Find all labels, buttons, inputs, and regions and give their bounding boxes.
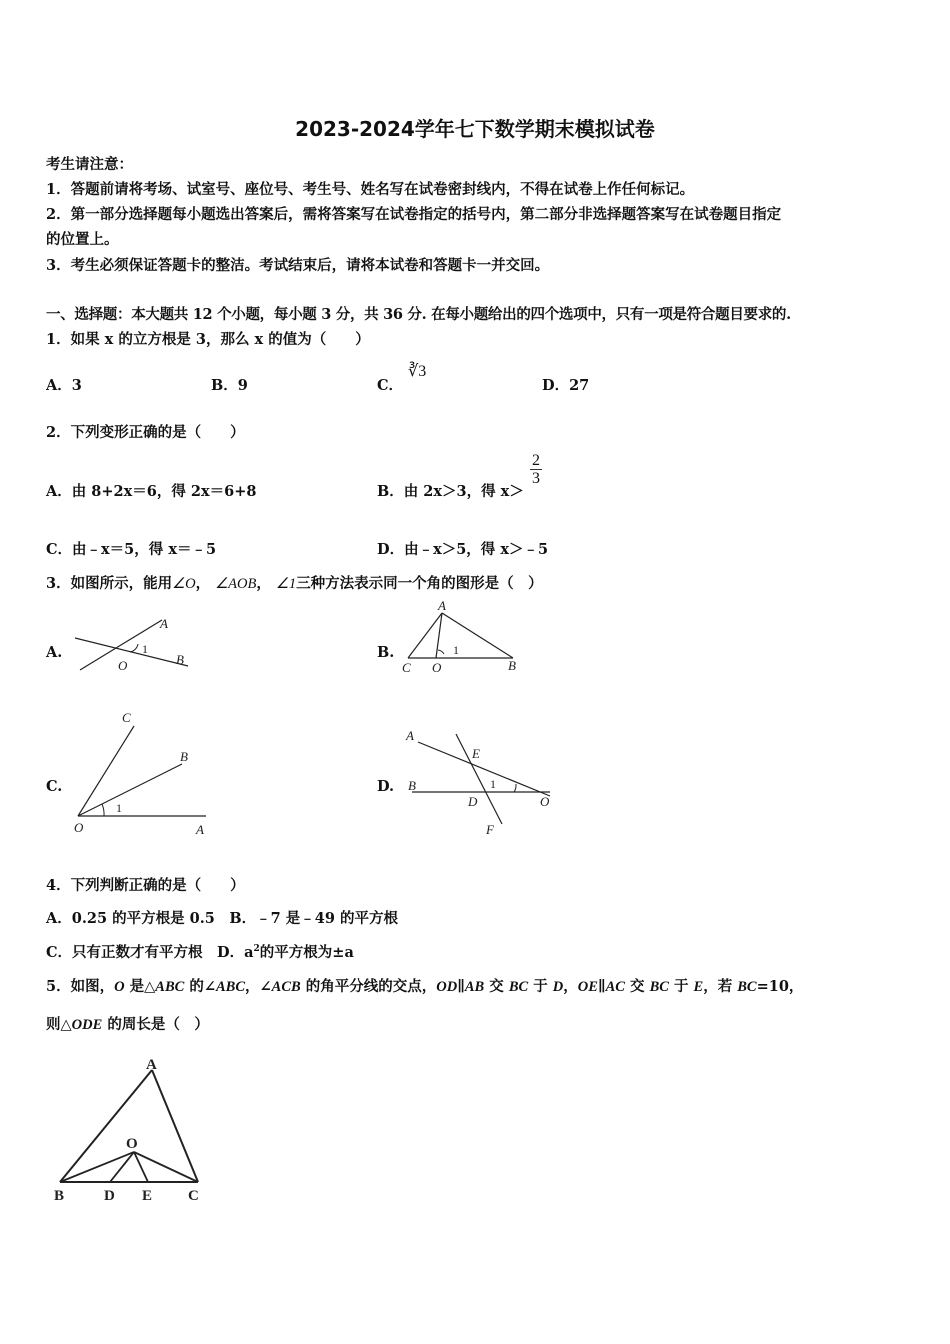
q1-option-c: C．: [377, 377, 404, 394]
svg-text:E: E: [142, 1188, 153, 1204]
q3-option-a: A.: [46, 644, 63, 661]
q5-figure: [46, 1050, 216, 1210]
page-title: 2023-2024学年七下数学期末模拟试卷: [295, 117, 655, 141]
q2-fraction-num: 2: [532, 452, 540, 469]
svg-text:O: O: [118, 658, 128, 673]
q3-figure-c: [70, 706, 215, 841]
svg-text:O: O: [126, 1136, 138, 1152]
q3-option-c: C.: [46, 778, 63, 795]
q3-figure-b: [398, 598, 528, 678]
q3-stem: 3．如图所示，能用∠O， ∠AOB， ∠1三种方法表示同一个角的图形是（ ）: [46, 575, 543, 592]
notice-item-2-cont: 的位置上。: [46, 231, 119, 248]
q1-stem: 1．如果 x 的立方根是 3，那么 x 的值为（ ）: [46, 331, 370, 348]
notice-item-3: 3．考生必须保证答题卡的整洁。考试结束后，请将本试卷和答题卡一并交回。: [46, 257, 550, 274]
q4-stem: 4．下列判断正确的是（ ）: [46, 877, 245, 894]
q2-fraction: [530, 452, 542, 487]
q4-options-ab: A．0.25 的平方根是 0.5 B．﹣7 是﹣49 的平方根: [46, 910, 399, 927]
q2-option-c: C．由﹣x＝5，得 x＝﹣5: [46, 541, 217, 558]
q1-cube-root: ∛3: [408, 363, 427, 380]
q3-option-b: B.: [377, 644, 395, 661]
notice-item-2: 2．第一部分选择题每小题选出答案后，需将答案写在试卷指定的括号内，第二部分非选择题答案写在试卷题目指定: [46, 206, 782, 223]
svg-text:A: A: [160, 616, 168, 631]
q1-option-b: B．9: [211, 377, 248, 394]
q1-option-d: D．27: [542, 377, 590, 394]
svg-text:B: B: [408, 778, 416, 793]
q3-option-d: D.: [377, 778, 395, 795]
svg-text:1: 1: [490, 777, 496, 791]
svg-text:A: A: [146, 1057, 157, 1073]
svg-text:B: B: [180, 749, 188, 764]
q2-option-d: D．由﹣x＞5，得 x＞﹣5: [377, 541, 549, 558]
svg-text:C: C: [402, 660, 411, 675]
svg-text:O: O: [540, 794, 550, 809]
notice-heading: 考生请注意：: [46, 156, 133, 173]
svg-text:B: B: [54, 1188, 65, 1204]
svg-text:E: E: [472, 746, 480, 761]
svg-text:1: 1: [116, 801, 122, 815]
svg-text:D: D: [104, 1188, 115, 1204]
svg-text:B: B: [176, 652, 184, 667]
svg-text:O: O: [432, 660, 442, 675]
q2-option-b: B．由 2x＞3，得 x＞: [377, 483, 524, 500]
q1-option-a: A．3: [46, 377, 82, 394]
q5-stem-cont: 则△ODE 的周长是（ ）: [46, 1016, 209, 1033]
svg-text:1: 1: [453, 643, 459, 657]
svg-text:F: F: [486, 822, 494, 837]
q4-options-cd: C．只有正数才有平方根 D．$a^2$的平方根为±a: [46, 944, 354, 961]
svg-text:B: B: [508, 658, 516, 673]
svg-text:C: C: [188, 1188, 199, 1204]
svg-text:C: C: [122, 710, 131, 725]
svg-text:A: A: [438, 598, 446, 613]
svg-text:1: 1: [142, 642, 148, 656]
q2-option-a: A．由 8+2x＝6，得 2x＝6+8: [46, 483, 257, 500]
svg-text:O: O: [74, 820, 84, 835]
svg-text:A: A: [406, 728, 414, 743]
q2-stem: 2．下列变形正确的是（ ）: [46, 424, 245, 441]
svg-text:A: A: [196, 822, 204, 837]
q2-fraction-den: 3: [532, 470, 540, 487]
section-heading: 一、选择题：本大题共 12 个小题，每小题 3 分，共 36 分. 在每小题给出的四个选项中，只有一项是符合题目要求的.: [46, 306, 791, 323]
q3-figure-a: [70, 608, 200, 678]
q3-figure-d: [400, 722, 560, 840]
q5-stem: 5．如图，O 是△ABC 的∠ABC，∠ACB 的角平分线的交点，OD∥AB 交 BC 于 D，OE∥AC 交 BC 于 E，若 BC=10，: [46, 978, 804, 995]
notice-item-1: 1．答题前请将考场、试室号、座位号、考生号、姓名写在试卷密封线内，不得在试卷上作任何标记。: [46, 181, 695, 198]
svg-text:D: D: [468, 794, 478, 809]
